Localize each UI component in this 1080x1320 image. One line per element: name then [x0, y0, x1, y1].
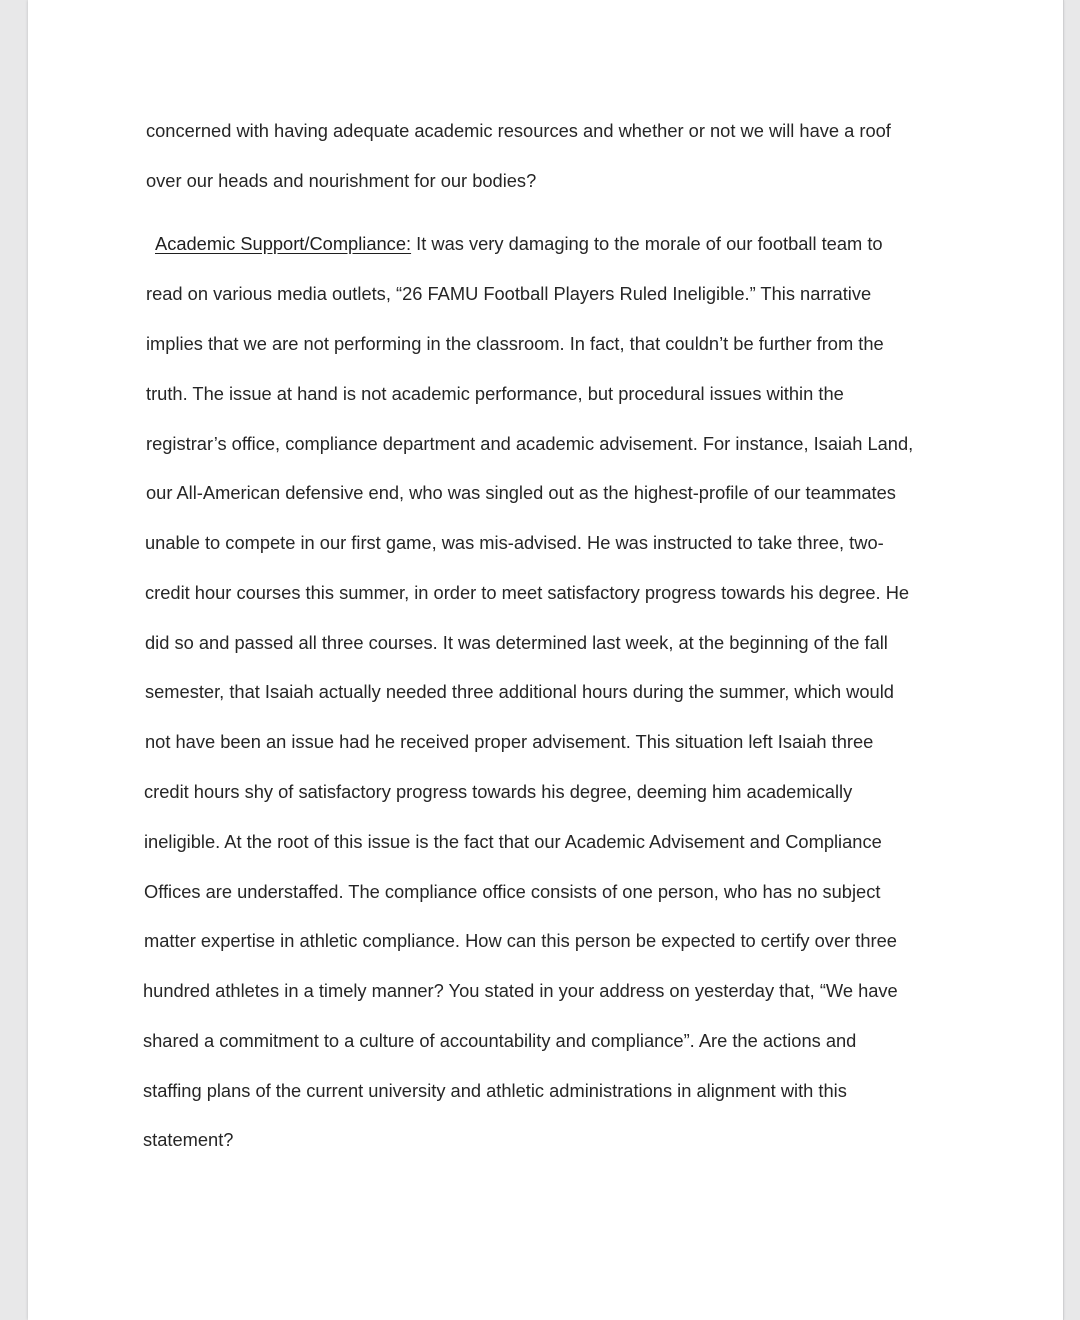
- text-line: Offices are understaffed. The compliance office consists of one person, who has no subject: [144, 881, 881, 902]
- text-line: statement?: [143, 1129, 234, 1150]
- text-line: hundred athletes in a timely manner? You stated in your address on yesterday that, “We have: [143, 980, 898, 1001]
- text-line: registrar’s office, compliance department and academic advisement. For instance, Isaiah Land,: [146, 433, 914, 454]
- text-line: read on various media outlets, “26 FAMU Football Players Ruled Ineligible.” This narrative: [146, 283, 872, 304]
- text-line: concerned with having adequate academic resources and whether or not we will have a roof: [146, 120, 891, 141]
- text-line: did so and passed all three courses. It was determined last week, at the beginning of the fall: [145, 632, 888, 653]
- text-line: staffing plans of the current university and athletic administrations in alignment with this: [143, 1080, 847, 1101]
- text-line: not have been an issue had he received proper advisement. This situation left Isaiah three: [145, 731, 874, 752]
- text-line: credit hours shy of satisfactory progress towards his degree, deeming him academically: [144, 781, 853, 802]
- page-edge: [1063, 0, 1064, 1320]
- text-line: over our heads and nourishment for our bodies?: [146, 170, 537, 191]
- document-body: [28, 0, 1063, 1320]
- text-line: matter expertise in athletic compliance. How can this person be expected to certify over three: [144, 930, 897, 951]
- section-heading: Academic Support/Compliance:: [155, 233, 412, 254]
- heading-line: [155, 233, 883, 255]
- text-line: credit hour courses this summer, in order to meet satisfactory progress towards his degree. He: [145, 582, 910, 603]
- text-line: implies that we are not performing in the classroom. In fact, that couldn’t be further from the: [146, 333, 884, 354]
- text-line: shared a commitment to a culture of accountability and compliance”. Are the actions and: [143, 1030, 857, 1051]
- text-line: ineligible. At the root of this issue is the fact that our Academic Advisement and Compliance: [144, 831, 882, 852]
- text-line: truth. The issue at hand is not academic performance, but procedural issues within the: [146, 383, 844, 404]
- text-line: unable to compete in our first game, was mis-advised. He was instructed to take three, two-: [145, 532, 884, 553]
- text-line: semester, that Isaiah actually needed three additional hours during the summer, which would: [145, 681, 894, 702]
- document-page: [28, 0, 1063, 1320]
- heading-line-text: It was very damaging to the morale of our football team to: [416, 233, 883, 254]
- text-line: our All-American defensive end, who was singled out as the highest-profile of our teammates: [146, 482, 896, 503]
